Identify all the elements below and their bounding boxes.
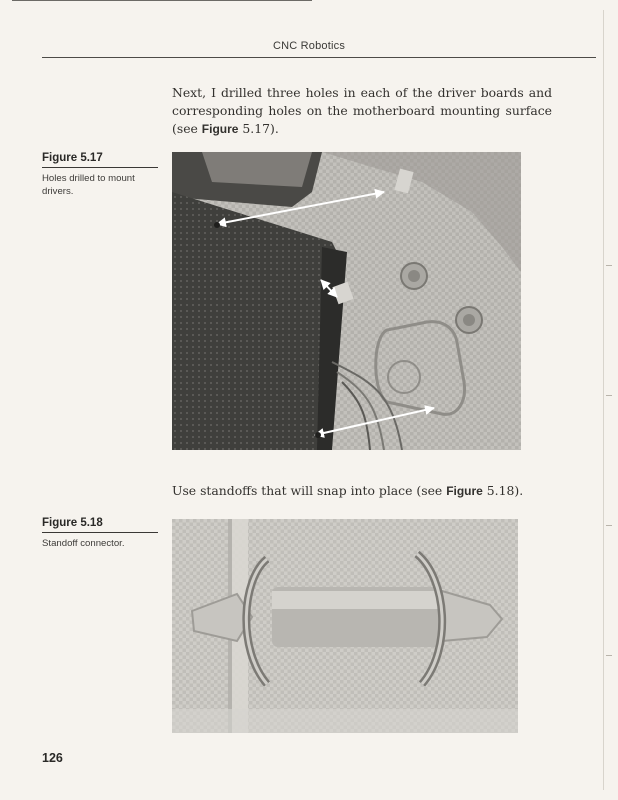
paragraph-1-text: Next, I drilled three holes in each of the driver boards and corresponding holes on the motherboard mounting surface (see: [172, 85, 552, 136]
paragraph-1-figure-ref: Figure: [201, 122, 239, 136]
page-edge-top: [12, 0, 312, 1]
figure-5-17-caption-text: Holes drilled to mount drivers.: [42, 173, 135, 197]
paragraph-1: [172, 84, 552, 138]
page-edge-tick: [606, 395, 612, 396]
page-edge-right: [603, 10, 604, 790]
running-head: CNC Robotics: [272, 40, 346, 52]
figure-5-18-label: Figure 5.18: [42, 517, 158, 533]
figure-5-18-caption: [42, 517, 158, 550]
paragraph-2-tail: 5.18).: [482, 483, 524, 498]
paragraph-2: [172, 482, 552, 500]
figure-5-17-caption: [42, 152, 158, 198]
paragraph-1-tail: 5.17).: [238, 121, 279, 136]
figure-5-18-photo: [172, 519, 518, 733]
figure-5-17-label: Figure 5.17: [42, 152, 158, 168]
figure-5-18-caption-text: Standoff connector.: [42, 538, 125, 549]
page-edge-tick: [606, 655, 612, 656]
page-number: 126: [42, 751, 63, 765]
paragraph-2-figure-ref: Figure: [446, 484, 483, 498]
page-edge-tick: [606, 525, 612, 526]
header-rule: [42, 57, 596, 58]
paragraph-2-text: Use standoffs that will snap into place (see: [172, 483, 447, 498]
page-edge-tick: [606, 265, 612, 266]
figure-5-17-photo: [172, 152, 521, 450]
